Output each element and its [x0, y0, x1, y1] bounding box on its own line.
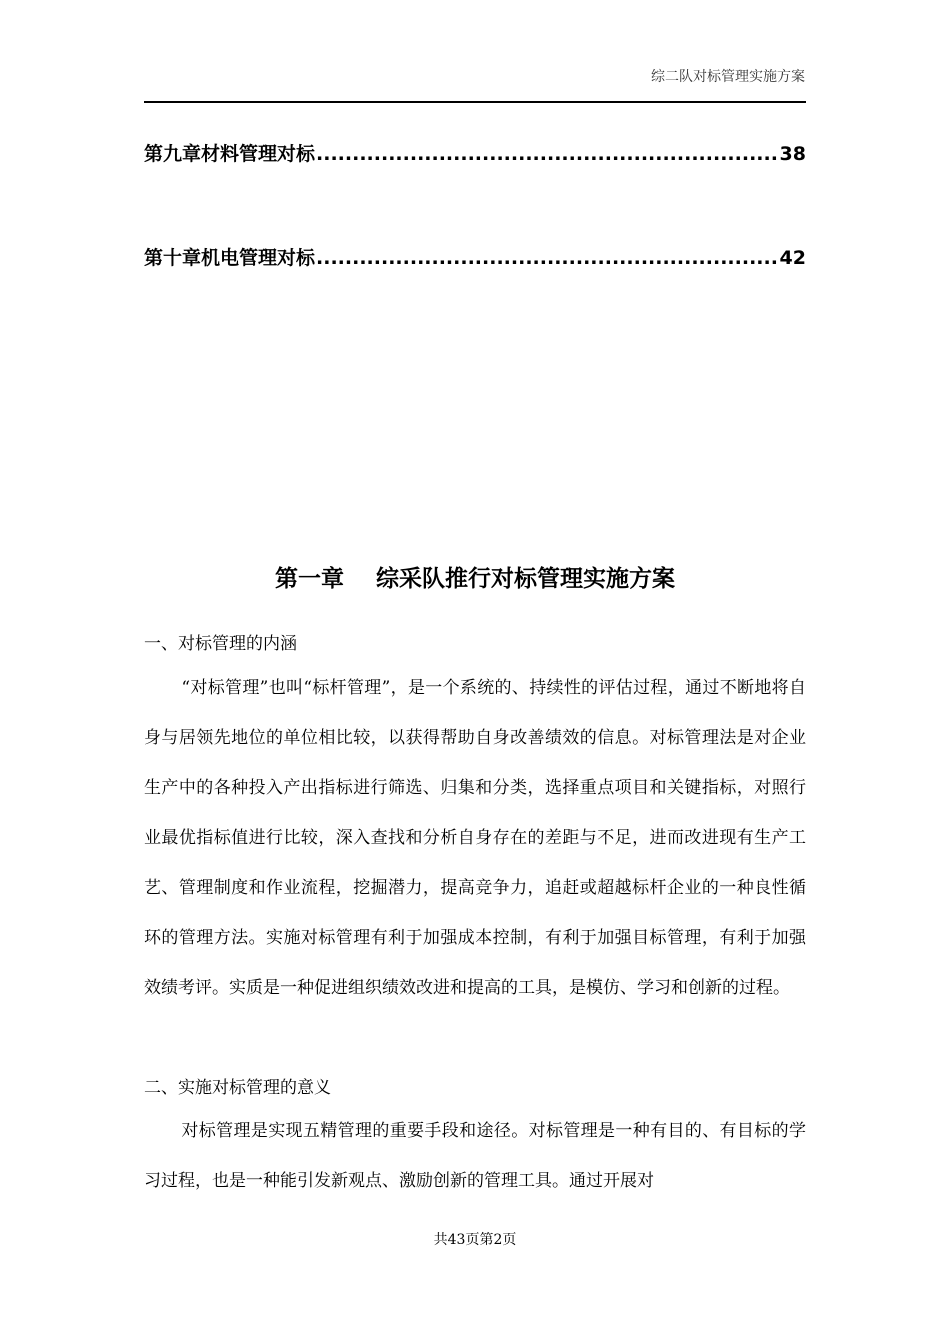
section-paragraph: 对标管理是实现五精管理的重要手段和途径。对标管理是一种有目的、有目标的学习过程，也是一种能引发新观点、激励创新的管理工具。通过开展对 [144, 1121, 806, 1191]
header-divider [144, 101, 806, 103]
toc-entry-page-number: 38 [779, 143, 806, 165]
page-header-title: 综二队对标管理实施方案 [651, 69, 805, 85]
section-paragraph: “对标管理”也叫“标杆管理”，是一个系统的、持续性的评估过程，通过不断地将自身与居领先地位的单位相比较，以获得帮助自身改善绩效的信息。对标管理法是对企业生产中的各种投入产出指标进行筛选、归集和分类，选择重点项目和关键指标，对照行业最优指标值进行比较，深入查找和分析自身存在的差距与不足，进而改进现有生产工艺、管理制度和作业流程，挖掘潜力，提高竞争力，追赶或超越标杆企业的一种良性循环的管理方法。实施对标管理有利于加强成本控制，有利于加强目标管理，有利于加强效绩考评。实质是一种促进组织绩效改进和提高的工具，是模仿、学习和创新的过程。 [144, 678, 806, 998]
toc-entry-chapter-9[interactable] [144, 139, 806, 163]
toc-dot-leader [316, 247, 779, 269]
toc-entry-title: 第十章机电管理对标 [144, 247, 316, 269]
toc-entry-page-number: 42 [779, 247, 806, 269]
section-heading: 二、实施对标管理的意义 [144, 1078, 331, 1098]
page-footer-page-info: 共43页第2页 [433, 1232, 517, 1248]
toc-dot-leader [316, 143, 779, 165]
chapter-title: 第一章 综采队推行对标管理实施方案 [274, 566, 676, 592]
toc-entry-title: 第九章材料管理对标 [144, 143, 316, 165]
section-heading: 一、对标管理的内涵 [144, 634, 297, 654]
toc-entry-chapter-10[interactable] [144, 243, 806, 267]
